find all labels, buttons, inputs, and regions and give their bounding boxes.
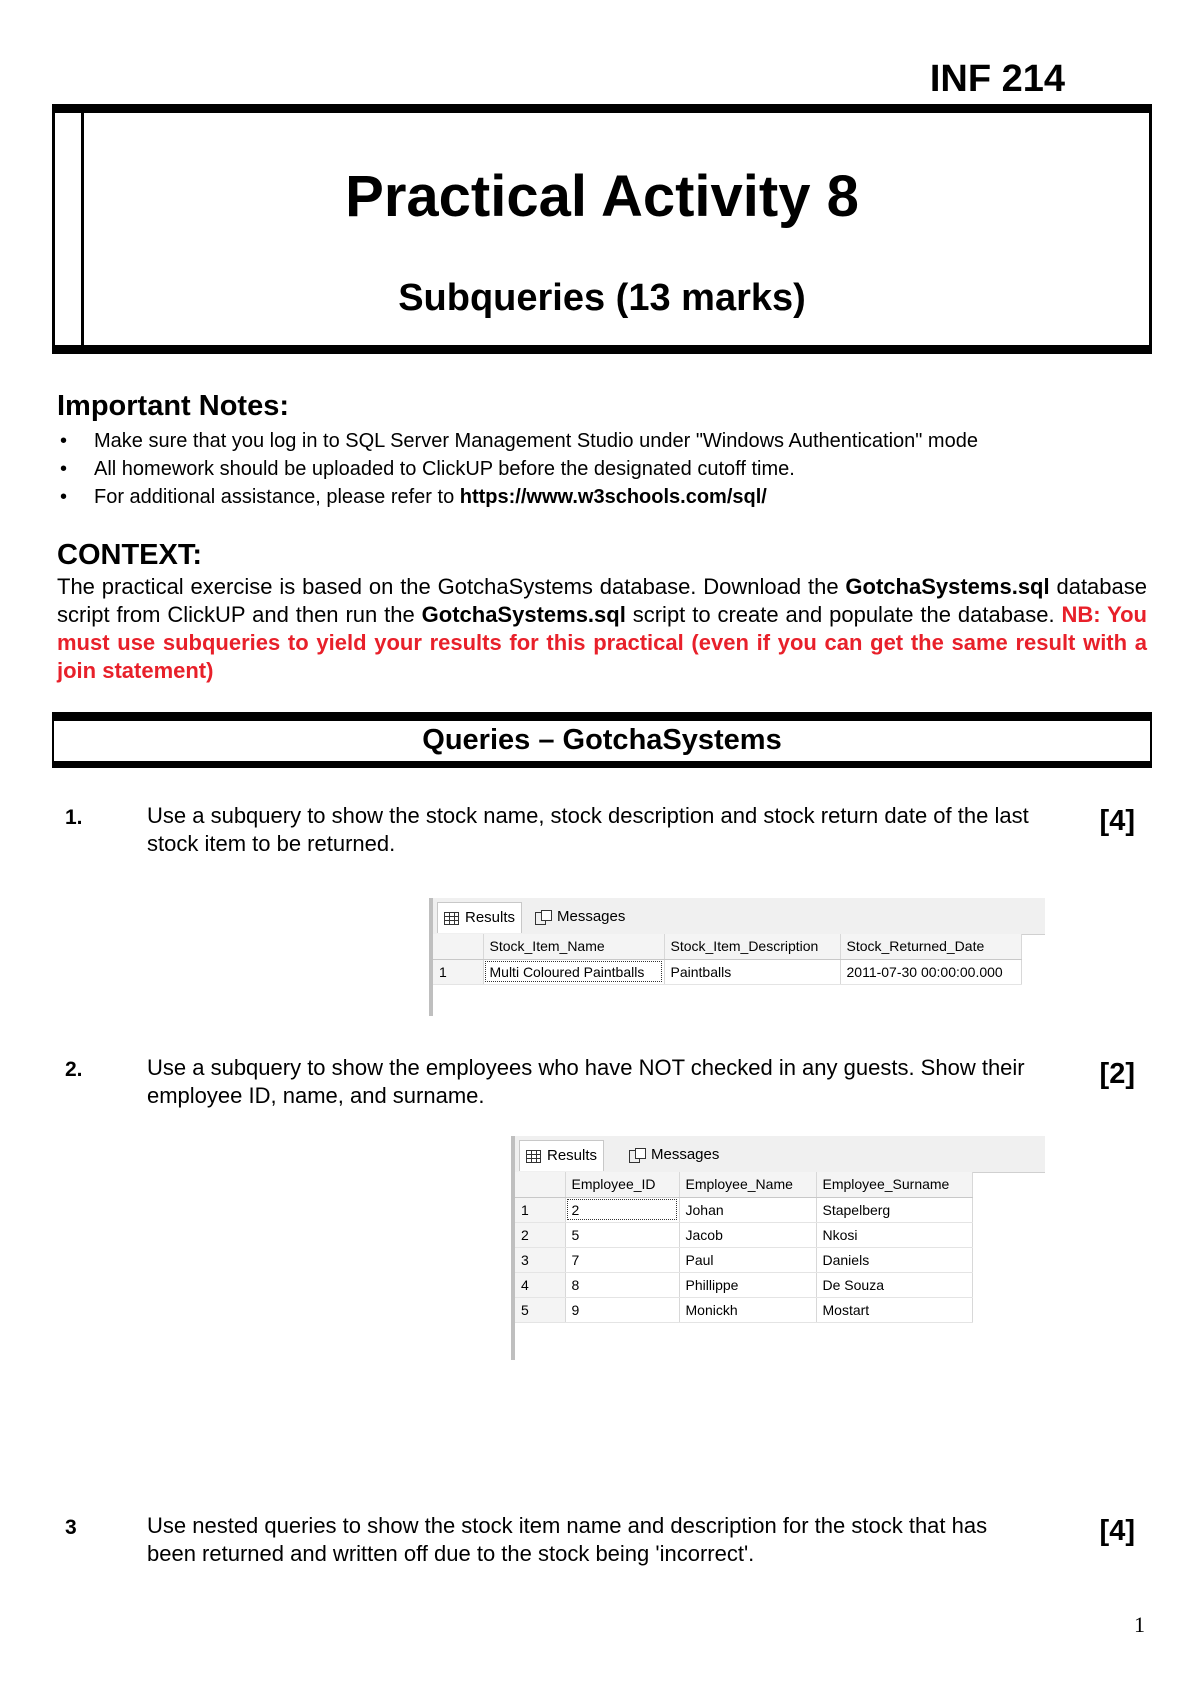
question-text: Use nested queries to show the stock item name and description for the stock that has been returned and written off due to the stock being 'incorrect'.: [147, 1513, 988, 1566]
table-cell[interactable]: Mostart: [816, 1297, 972, 1322]
tab-label: Results: [465, 909, 516, 926]
table-header-row: [515, 1172, 972, 1197]
grid-icon: [444, 912, 459, 925]
tab-messages[interactable]: [623, 1140, 725, 1170]
tab-results[interactable]: [519, 1140, 604, 1171]
row-number: 1: [433, 959, 483, 984]
table-cell[interactable]: Paul: [679, 1247, 816, 1272]
table-cell[interactable]: 2011-07-30 00:00:00.000: [840, 959, 1021, 984]
tab-label: Results: [547, 1147, 598, 1164]
table-cell[interactable]: Multi Coloured Paintballs: [483, 959, 664, 984]
tab-label: Messages: [651, 1146, 720, 1163]
tab-messages[interactable]: [529, 902, 631, 932]
column-header[interactable]: Employee_Name: [679, 1172, 816, 1197]
column-header[interactable]: Stock_Item_Name: [483, 934, 664, 959]
messages-icon: [629, 1148, 645, 1162]
column-header[interactable]: Stock_Returned_Date: [840, 934, 1021, 959]
table-row[interactable]: [515, 1272, 972, 1297]
context-paragraph: [57, 573, 1147, 685]
table-cell[interactable]: 9: [565, 1297, 679, 1322]
table-cell[interactable]: De Souza: [816, 1272, 972, 1297]
grid-icon: [526, 1150, 541, 1163]
results-pane: [511, 1136, 1045, 1360]
table-cell[interactable]: 8: [565, 1272, 679, 1297]
table-cell[interactable]: Paintballs: [664, 959, 840, 984]
table-row[interactable]: [433, 959, 1021, 984]
script-filename: GotchaSystems.sql: [421, 602, 626, 627]
title-box: [52, 104, 1152, 354]
note-item: [57, 427, 1147, 455]
results-grid[interactable]: [515, 1172, 973, 1323]
row-number: 5: [515, 1297, 565, 1322]
results-pane: [429, 898, 1045, 1016]
context-text: script to create and populate the database.: [625, 602, 1062, 627]
context-heading: CONTEXT:: [57, 539, 202, 571]
table-cell[interactable]: Phillippe: [679, 1272, 816, 1297]
column-header[interactable]: Employee_Surname: [816, 1172, 972, 1197]
note-text: All homework should be uploaded to ClickUP before the designated cutoff time.: [94, 458, 795, 480]
note-text: Make sure that you log in to SQL Server Management Studio under "Windows Authentication" mode: [94, 430, 978, 452]
context-text: database script from ClickUP and then run the: [57, 574, 1147, 627]
table-row[interactable]: [515, 1222, 972, 1247]
tab-results[interactable]: [437, 902, 522, 933]
note-item: [57, 455, 1147, 483]
row-number-header: [515, 1172, 565, 1197]
notes-list: [57, 427, 1147, 511]
messages-icon: [535, 910, 551, 924]
context-text: The practical exercise is based on the GotchaSystems database. Download the: [57, 574, 846, 599]
table-cell[interactable]: Stapelberg: [816, 1197, 972, 1222]
question-marks: [4]: [1099, 1515, 1135, 1547]
row-number-header: [433, 934, 483, 959]
column-header[interactable]: Employee_ID: [565, 1172, 679, 1197]
question-number: 3: [65, 1516, 77, 1539]
table-row[interactable]: [515, 1197, 972, 1222]
page-number: 1: [1134, 1612, 1145, 1637]
table-cell[interactable]: Nkosi: [816, 1222, 972, 1247]
question-number: 1.: [65, 806, 83, 829]
row-number: 2: [515, 1222, 565, 1247]
question-number: 2.: [65, 1058, 83, 1081]
table-cell[interactable]: 2: [565, 1197, 679, 1222]
page-title: Practical Activity 8: [345, 164, 859, 229]
table-header-row: [433, 934, 1021, 959]
results-tab-bar: [515, 1136, 1045, 1173]
table-cell[interactable]: Jacob: [679, 1222, 816, 1247]
row-number: 3: [515, 1247, 565, 1272]
page-subtitle: Subqueries (13 marks): [398, 277, 806, 319]
question-text: Use a subquery to show the employees who have NOT checked in any guests. Show their employee ID, name, and surname.: [147, 1055, 1025, 1108]
table-cell[interactable]: Monickh: [679, 1297, 816, 1322]
results-tab-bar: [433, 898, 1045, 935]
queries-heading: Queries – GotchaSystems: [52, 712, 1152, 768]
notes-heading: Important Notes:: [57, 390, 289, 422]
table-cell[interactable]: 5: [565, 1222, 679, 1247]
script-filename: GotchaSystems.sql: [845, 574, 1050, 599]
table-row[interactable]: [515, 1297, 972, 1322]
table-cell[interactable]: 7: [565, 1247, 679, 1272]
note-text: For additional assistance, please refer to: [94, 486, 460, 508]
row-number: 4: [515, 1272, 565, 1297]
question-marks: [4]: [1099, 805, 1135, 837]
table-cell[interactable]: Johan: [679, 1197, 816, 1222]
table-row[interactable]: [515, 1247, 972, 1272]
nb-warning: NB: You must use subqueries to yield your results for this practical (even if you can get the same result with a join statement): [57, 602, 1147, 683]
note-item: [57, 483, 1147, 511]
course-code: INF 214: [929, 58, 1065, 100]
results-grid[interactable]: [433, 934, 1022, 985]
question-text: Use a subquery to show the stock name, stock description and stock return date of the last stock item to be returned.: [147, 803, 1029, 856]
tab-label: Messages: [557, 908, 626, 925]
table-cell[interactable]: Daniels: [816, 1247, 972, 1272]
w3schools-link[interactable]: https://www.w3schools.com/sql/: [459, 486, 767, 508]
column-header[interactable]: Stock_Item_Description: [664, 934, 840, 959]
row-number: 1: [515, 1197, 565, 1222]
question-marks: [2]: [1099, 1058, 1135, 1090]
